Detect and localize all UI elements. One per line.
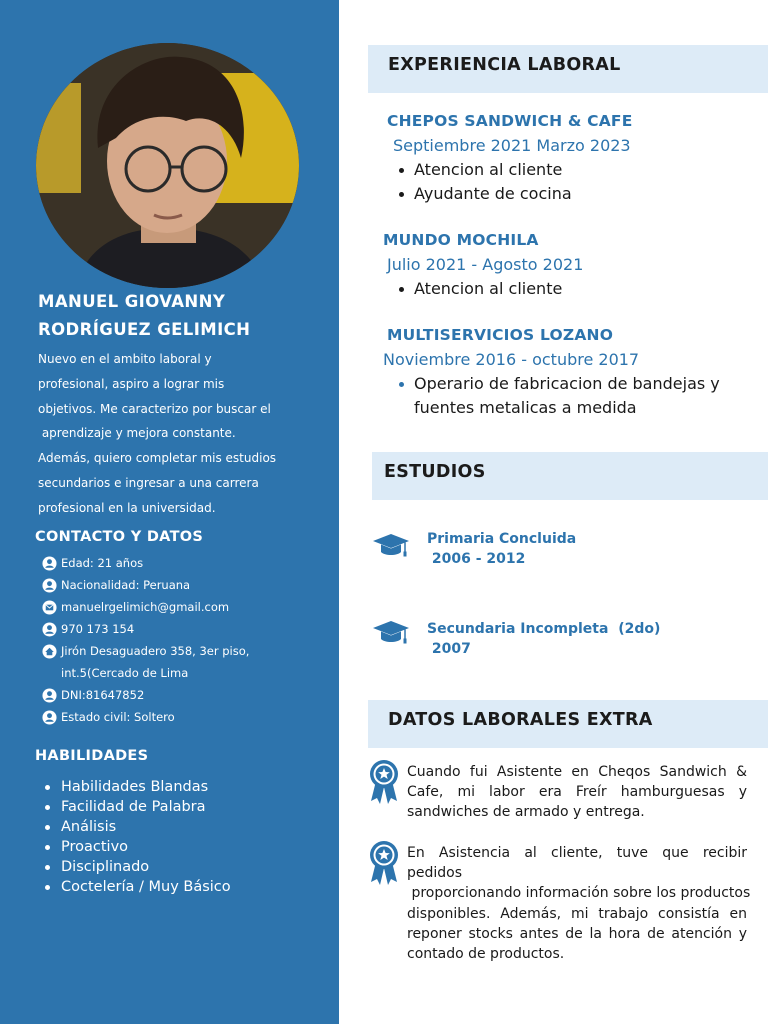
person-icon (42, 556, 57, 571)
skill-item: Habilidades Blandas (43, 777, 231, 797)
person-icon (42, 710, 57, 725)
summary-line: profesional en la universidad. (38, 500, 216, 515)
award-ribbon-icon (368, 840, 400, 886)
education-title: Primaria Concluida (427, 531, 577, 547)
job-task: Ayudante de cocina (397, 182, 572, 206)
contact-age (42, 552, 332, 574)
skills-heading: HABILIDADES (35, 748, 149, 764)
education-title: Secundaria Incompleta (2do) (427, 621, 661, 637)
extra-paragraph (407, 843, 751, 964)
contact-text: Nacionalidad: Peruana (61, 578, 191, 592)
contact-text: Estado civil: Soltero (61, 710, 175, 724)
skills-list (43, 777, 231, 897)
job-task-list (397, 372, 720, 420)
education-years: 2007 (427, 641, 471, 657)
extra-heading: DATOS LABORALES EXTRA (388, 710, 653, 730)
profile-summary (38, 347, 303, 521)
experience-section-header (368, 45, 768, 93)
job-task-line: Operario de fabricacion de bandejas y (414, 374, 720, 393)
contact-phone (42, 618, 332, 640)
paragraph-line: contado de productos. (407, 946, 565, 963)
job-dates: Septiembre 2021 Marzo 2023 (393, 136, 631, 155)
experience-heading: EXPERIENCIA LABORAL (388, 55, 621, 75)
paragraph-line: sandwiches de armado y entrega. (407, 804, 645, 821)
contact-heading: CONTACTO Y DATOS (35, 529, 204, 545)
job-dates: Noviembre 2016 - octubre 2017 (383, 350, 640, 369)
profile-photo (36, 43, 299, 288)
paragraph-line: En Asistencia al cliente, tuve que recibir pedidos (407, 845, 747, 882)
mail-icon (42, 600, 57, 615)
award-ribbon-icon (368, 759, 400, 805)
contact-address (42, 640, 332, 684)
summary-line: objetivos. Me caracterizo por buscar el (38, 401, 271, 416)
paragraph-line: Cafe, mi labor era Freír hamburguesas y (407, 784, 747, 801)
skill-item: Proactivo (43, 837, 231, 857)
contact-text: DNI:81647852 (61, 688, 145, 702)
paragraph-line: disponibles. Además, mi trabajo consistía en (407, 905, 747, 922)
paragraph-line: Cuando fui Asistente en Cheqos Sandwich & (407, 764, 747, 780)
job-title: CHEPOS SANDWICH & CAFE (387, 112, 633, 130)
graduation-cap-icon (372, 620, 410, 646)
skill-item: Análisis (43, 817, 231, 837)
job-task-line: fuentes metalicas a medida (414, 398, 637, 417)
person-name (38, 288, 328, 344)
contact-text: int.5(Cercado de Lima (61, 666, 189, 680)
summary-line: Además, quiero completar mis estudios (38, 451, 277, 466)
person-icon (42, 622, 57, 637)
summary-line: aprendizaje y mejora constante. (38, 426, 236, 441)
summary-line: secundarios e ingresar a una carrera (38, 475, 259, 490)
person-icon (42, 688, 57, 703)
person-icon (42, 578, 57, 593)
home-icon (42, 644, 57, 659)
skill-item: Facilidad de Palabra (43, 797, 231, 817)
contact-text: 970 173 154 (61, 622, 135, 636)
graduation-cap-icon (372, 533, 410, 559)
summary-line: Nuevo en el ambito laboral y (38, 352, 212, 366)
job-task-list (397, 158, 572, 206)
contact-text: Edad: 21 años (61, 556, 144, 570)
job-dates: Julio 2021 - Agosto 2021 (387, 255, 584, 274)
contact-civil-status (42, 706, 332, 728)
job-task: Atencion al cliente (397, 158, 572, 182)
contact-text: manuelrgelimich@gmail.com (61, 600, 230, 614)
extra-section-header (368, 700, 768, 748)
job-title: MUNDO MOCHILA (383, 231, 539, 249)
job-task: Atencion al cliente (397, 277, 562, 301)
paragraph-line: proporcionando información sobre los productos (407, 885, 751, 902)
contact-nationality (42, 574, 332, 596)
summary-line: profesional, aspiro a lograr mis (38, 376, 225, 391)
education-heading: ESTUDIOS (384, 462, 486, 482)
name-line: RODRÍGUEZ GELIMICH (38, 320, 251, 339)
job-task (397, 372, 720, 420)
paragraph-line: reponer stocks antes de la hora de atención y (407, 925, 747, 942)
contact-text: Jirón Desaguadero 358, 3er piso, (61, 644, 250, 658)
sidebar (0, 0, 339, 1024)
education-section-header (372, 452, 768, 500)
contact-email (42, 596, 332, 618)
job-title: MULTISERVICIOS LOZANO (387, 326, 614, 344)
job-task-list (397, 277, 562, 301)
contact-dni (42, 684, 332, 706)
education-years: 2006 - 2012 (427, 551, 526, 567)
skill-item: Disciplinado (43, 857, 231, 877)
extra-paragraph (407, 762, 747, 823)
name-line: MANUEL GIOVANNY (38, 292, 226, 311)
contact-list (42, 552, 332, 728)
skill-item: Coctelería / Muy Básico (43, 877, 231, 897)
